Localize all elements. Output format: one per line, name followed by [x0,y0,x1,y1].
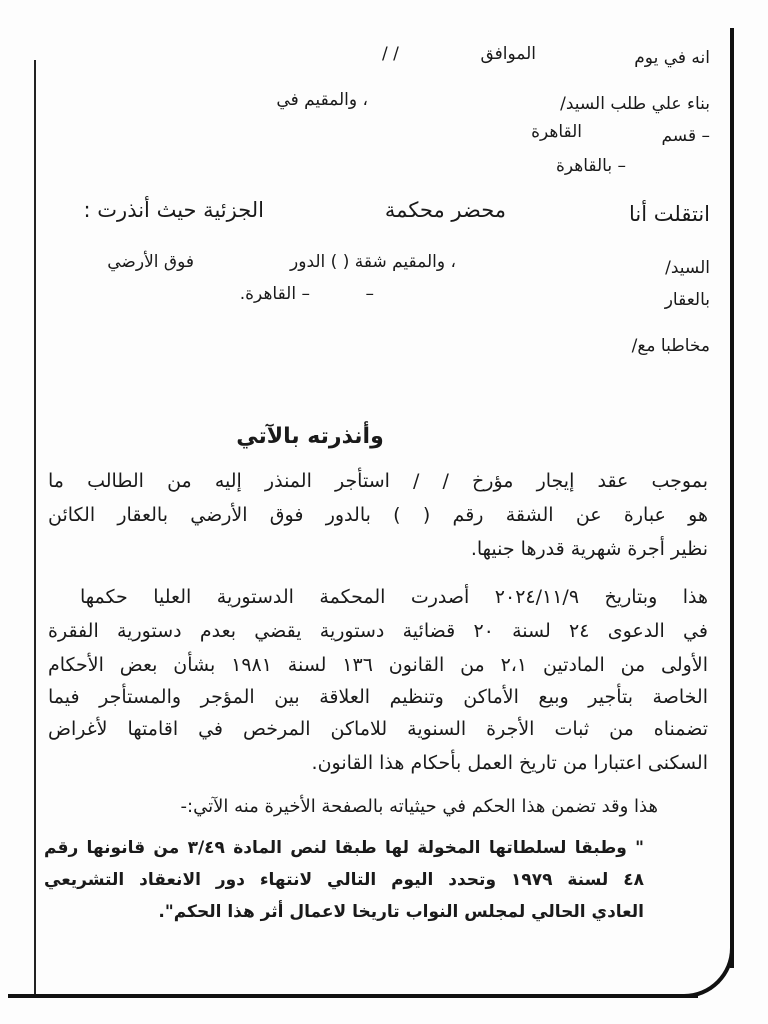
addressing-label: مخاطبا مع/ [631,336,710,356]
para1-line-1: بموجب عقد إيجار مؤرخ / / استأجر المنذر إليه من الطالب ما [48,470,708,492]
para2-line-4: الخاصة بتأجير وبيع الأماكن وتنظيم العلاقة بين المؤجر والمستأجر فيما [48,686,708,708]
date-slashes: / / [382,44,399,64]
para2-line-3: الأولى من المادتين ٢،١ من القانون ١٣٦ لسنة ١٩٨١ بشأن بعض الأحكام [48,654,708,676]
apartment-floor-label: ، والمقيم شقة ( ) الدور [290,252,456,272]
day-label: انه في يوم [634,48,710,68]
court-clerk-label: محضر محكمة [384,198,506,222]
partial-court-label: الجزئية حيث أنذرت : [83,198,264,222]
quote-line-1: " وطبقا لسلطاتها المخولة لها طبقا لنص المادة ٣/٤٩ من قانونها رقم [44,838,644,858]
para2-line-1: هذا وبتاريخ ٢٠٢٤/١١/٩ أصدرت المحكمة الدستورية العليا حكمها [80,586,708,608]
para1-line-3: نظير أجرة شهرية قدرها جنيها. [470,538,708,560]
page-border-corner [670,944,734,998]
district-label: – قسم [661,126,710,146]
property-label: بالعقار [664,290,710,310]
moved-label: انتقلت أنا [629,202,710,226]
request-by-label: بناء علي طلب السيد/ [560,94,710,114]
page-border-bottom [8,994,698,998]
para2-line-6: السكنى اعتبارا من تاريخ العمل بأحكام هذا القانون. [311,752,708,774]
district-cairo: القاهرة [531,122,582,142]
resident-in-label: ، والمقيم في [276,90,368,110]
page-border-right [730,28,734,968]
property-cairo: – القاهرة. [239,284,310,304]
date-label: الموافق [480,44,536,64]
addressee-mr-label: السيد/ [665,258,710,278]
para2-line-2: في الدعوى ٢٤ لسنة ٢٠ قضائية دستورية يقضي بعدم دستورية الفقرة [48,620,708,642]
quote-line-3: العادي الحالي لمجلس النواب تاريخا لاعمال أثر هذا الحكم". [158,902,644,922]
notice-heading: وأنذرته بالآتي [236,424,384,449]
above-ground-label: فوق الأرضي [107,252,194,272]
para2-line-5: تضمناه من ثبات الأجرة السنوية للاماكن المرخص في اقامتها لأغراض [48,718,708,740]
page-border-left [34,60,36,998]
para1-line-2: هو عبارة عن الشقة رقم ( ) بالدور فوق الأرضي بالعقار الكائن [48,504,708,526]
para3-text: هذا وقد تضمن هذا الحكم في حيثياته بالصفحة الأخيرة منه الآتي:- [180,796,658,817]
property-dash: – [365,284,374,304]
quote-line-2: ٤٨ لسنة ١٩٧٩ وتحدد اليوم التالي لانتهاء دور الانعقاد التشريعي [44,870,644,890]
in-cairo-label: – بالقاهرة [555,156,626,176]
